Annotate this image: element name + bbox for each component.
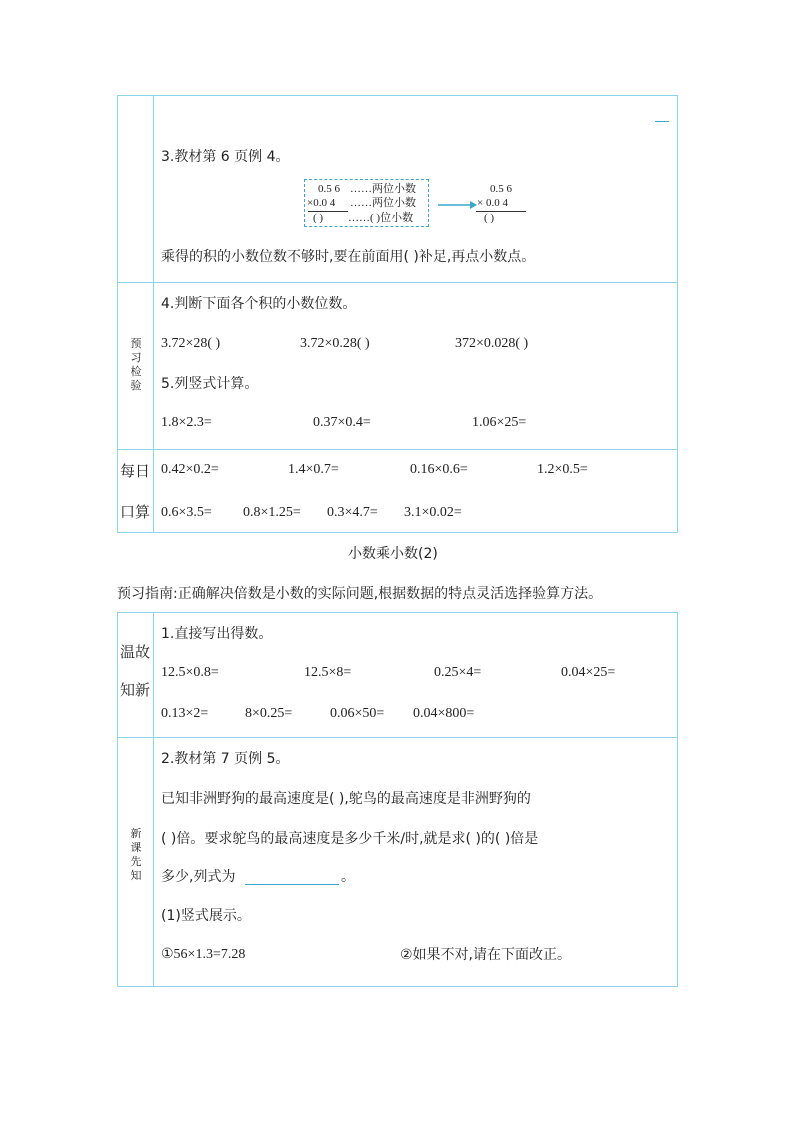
- text-line-2: ( )倍。要求鸵鸟的最高速度是多少千米/时,就是求( )的( )倍是: [161, 831, 539, 847]
- box-line1-note: ……两位小数: [350, 183, 416, 195]
- item-5a: 1.8×2.3=: [161, 415, 212, 430]
- box-line2-note: ……两位小数: [350, 197, 416, 209]
- preview-label-3: 检: [130, 365, 142, 378]
- item-1: 1.直接写出得数。: [161, 626, 273, 642]
- item-1-r1-4: 0.04×25=: [561, 665, 616, 680]
- review-label-2: 知新: [119, 681, 150, 699]
- box-line3-note: ……( )位小数: [348, 212, 414, 224]
- daily-r1-2: 1.4×0.7=: [288, 462, 339, 477]
- item-1-r1-1: 12.5×0.8=: [161, 665, 219, 680]
- text-line-1: 已知非洲野狗的最高速度是( ),鸵鸟的最高速度是非洲野狗的: [161, 791, 531, 807]
- box-line2-num: ×0.0 4: [307, 197, 336, 209]
- calc-1: ①56×1.3=7.28: [161, 947, 246, 962]
- top-table-divider: [153, 95, 154, 533]
- daily-label-2: 口算: [119, 503, 150, 521]
- item-5c: 1.06×25=: [472, 415, 527, 430]
- preview-label-1: 预: [130, 337, 142, 350]
- row-divider-3: [117, 737, 678, 738]
- item-4a: 3.72×28( ): [161, 336, 221, 351]
- item-1-r1-3: 0.25×4=: [434, 665, 482, 680]
- item-4: 4.判断下面各个积的小数位数。: [161, 296, 357, 312]
- review-label-1: 温故: [119, 643, 150, 661]
- row-divider-1: [117, 282, 678, 283]
- box-line3-left: ( ): [313, 212, 324, 224]
- calc-2: ②如果不对,请在下面改正。: [400, 947, 572, 963]
- result-line2: × 0.0 4: [477, 197, 508, 209]
- daily-r1-3: 0.16×0.6=: [410, 462, 468, 477]
- new-label-4: 知: [130, 869, 142, 882]
- item-1-r2-1: 0.13×2=: [161, 706, 209, 721]
- corner-mark: [655, 121, 669, 122]
- item-4c: 372×0.028( ): [455, 336, 529, 351]
- guide-text: 预习指南:正确解决倍数是小数的实际问题,根据数据的特点灵活选择验算方法。: [117, 586, 603, 602]
- daily-r1-1: 0.42×0.2=: [161, 462, 219, 477]
- daily-r2-2: 0.8×1.25=: [243, 505, 301, 520]
- sub-item-1: (1)竖式展示。: [161, 908, 251, 924]
- bottom-table-divider: [153, 612, 154, 987]
- new-label-2: 课: [130, 841, 142, 854]
- item-5b: 0.37×0.4=: [313, 415, 371, 430]
- formula-blank[interactable]: [245, 884, 339, 885]
- daily-r2-1: 0.6×3.5=: [161, 505, 212, 520]
- text-line-3a: 多少,列式为: [161, 869, 236, 885]
- section-title: 小数乘小数(2): [348, 546, 438, 562]
- item-1-r2-4: 0.04×800=: [413, 706, 475, 721]
- daily-r2-3: 0.3×4.7=: [327, 505, 378, 520]
- box-line1-num: 0.5 6: [318, 183, 340, 195]
- daily-r2-4: 3.1×0.02=: [404, 505, 462, 520]
- item-2: 2.教材第 7 页例 5。: [161, 751, 290, 767]
- item-5: 5.列竖式计算。: [161, 376, 259, 392]
- daily-label-1: 每日: [119, 462, 150, 480]
- result-line1: 0.5 6: [490, 183, 512, 195]
- item-3: 3.教材第 6 页例 4。: [161, 149, 290, 165]
- result-line3: ( ): [484, 212, 495, 224]
- preview-label-2: 习: [130, 351, 142, 364]
- item-1-r2-2: 8×0.25=: [245, 706, 293, 721]
- preview-label-4: 验: [130, 379, 142, 392]
- new-label-1: 新: [130, 827, 142, 840]
- item-1-r1-2: 12.5×8=: [304, 665, 352, 680]
- new-label-3: 先: [130, 855, 142, 868]
- arrow-icon: [438, 199, 478, 211]
- item-1-r2-3: 0.06×50=: [330, 706, 385, 721]
- row-divider-2: [117, 449, 678, 450]
- item-4b: 3.72×0.28( ): [300, 336, 370, 351]
- daily-r1-4: 1.2×0.5=: [537, 462, 588, 477]
- rule-text: 乘得的积的小数位数不够时,要在前面用( )补足,再点小数点。: [161, 249, 536, 265]
- text-line-3b: 。: [341, 869, 355, 885]
